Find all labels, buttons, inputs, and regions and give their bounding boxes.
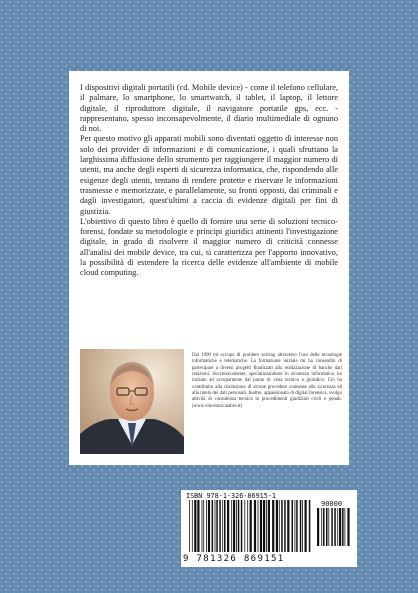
barcode-bar [215,500,216,552]
barcode-bar [236,500,237,552]
barcode-bar [202,500,203,552]
barcode-bar [208,500,210,552]
barcode-bar [212,500,214,552]
author-photo [80,349,184,454]
barcode-bar [342,508,344,546]
barcode-bar [194,500,196,552]
isbn-barcode [181,490,357,567]
barcode-bar [302,500,303,552]
barcode-bar [347,508,349,546]
barcode-bar [189,500,190,552]
barcode-bar [309,500,311,552]
text-panel [69,71,349,465]
barcode-bar [197,500,199,552]
barcode-bar [238,500,240,552]
barcode-bar [216,500,218,552]
barcode-bar [334,508,336,546]
barcode-bar [241,500,243,552]
barcode-bar [222,500,223,552]
ean-digits: 9 781326 869151 [183,554,285,564]
barcode-bar [244,500,245,552]
barcode-bar [203,500,204,552]
barcode-bar [281,500,283,552]
barcode-bar [276,500,278,552]
barcode-bar [192,500,193,552]
ean-barcode-bars [189,500,311,552]
barcode-bar [317,508,319,546]
barcode-bar [305,500,307,552]
barcode-bar [287,500,289,552]
barcode-bar [326,508,328,546]
barcode-bar [206,500,207,552]
barcode-bar [331,508,333,546]
barcode-bar [284,500,286,552]
barcode-bar [323,508,325,546]
barcode-bar [224,500,226,552]
isbn-label: ISBN 978-1-326-86915-1 [186,492,277,500]
barcode-bar [321,508,322,546]
barcode-bar [231,500,232,552]
barcode-bar [263,500,265,552]
barcode-bar [296,500,298,552]
barcode-bar [337,508,338,546]
barcode-bar [233,500,235,552]
barcode-bar [328,508,329,546]
paragraph-interest: Per questo motivo gli apparati mobili sono diventati oggetto di interesse non solo dei provider di informazioni e di comunicazione, i quali sfruttano la larghissima diffusione dello strumento per raggiungere il maggior numero di utenti, ma anche degli esperti di sicurezza informatica, che, rispondendo alle esigenze degli utenti, tentano di rendere protette e riservate le informazioni trasmesse e memorizzate, e parallelamente, su fronti opposti, dai criminali e dagli investigatori, quest'ultimi a caccia di evidenze digitali per fini di giustizia. [80,134,338,216]
barcode-bar [227,500,229,552]
barcode-bar [268,500,270,552]
barcode-bar [339,508,341,546]
description-text [80,83,338,279]
addon-barcode-bars [317,508,353,552]
barcode-bar [266,500,267,552]
barcode-bar [279,500,280,552]
barcode-bar [260,500,262,552]
barcode-bar [254,500,256,552]
barcode-bar [258,500,259,552]
price-code: 90000 [321,500,343,508]
barcode-bar [300,500,302,552]
barcode-bar [292,500,294,552]
barcode-bar [272,500,274,552]
author-bio: Dal 1990 mi occupo di problem solving attraverso l'uso delle tecnologie informatiche e telematiche. La formazione iniziale mi ha consentito di partecipare a diversi progetti finalizzati alla realizzazione di banche dati relazioni. Successivamente, specializzandomi in sicurezza informatica, ho iniziato ad occuparmene dal punto di vista tecnico e giuridico. Ciò ha contribuito alla risoluzione di alcune procedure connesse alla sicurezza ed alla tutela dei dati personali. Inoltre, appassionato di digital forensics, svolgo attività di consulenza tecnica in procedimenti giudiziari civili e penali. (www.vincenzocalabro.it) [192,353,342,409]
barcode-bar [345,508,346,546]
barcode-bar [295,500,296,552]
barcode-bar [219,500,221,552]
barcode-bar [247,500,248,552]
barcode-bar [250,500,252,552]
paragraph-objective: L'obiettivo di questo libro è quello di fornire una serie di soluzioni tecnico-forensi, fondate su metodologie e principi giuridici attinenti l'investigazione digitale, in grado di risolvere il maggior numero di criticità connesse all'analisi dei mobile device, tra cui, si caratterizza per l'apporto innovativo, la possibilità di estendere la ricerca delle evidenze all'ambiente di mobile cloud computing. [80,216,338,278]
paragraph-devices: I dispositivi digitali portatili (cd. Mobile device) - come il telefono cellulare, il palmare, lo smartphone, lo smartwatch, il tablet, il laptop, il lettore digitale, il riproduttore digitale, il navigatore portatile gps, ecc. - rappresentano, spesso inconsapevolmente, il diario multimediale di ognuno di noi. [80,83,338,134]
